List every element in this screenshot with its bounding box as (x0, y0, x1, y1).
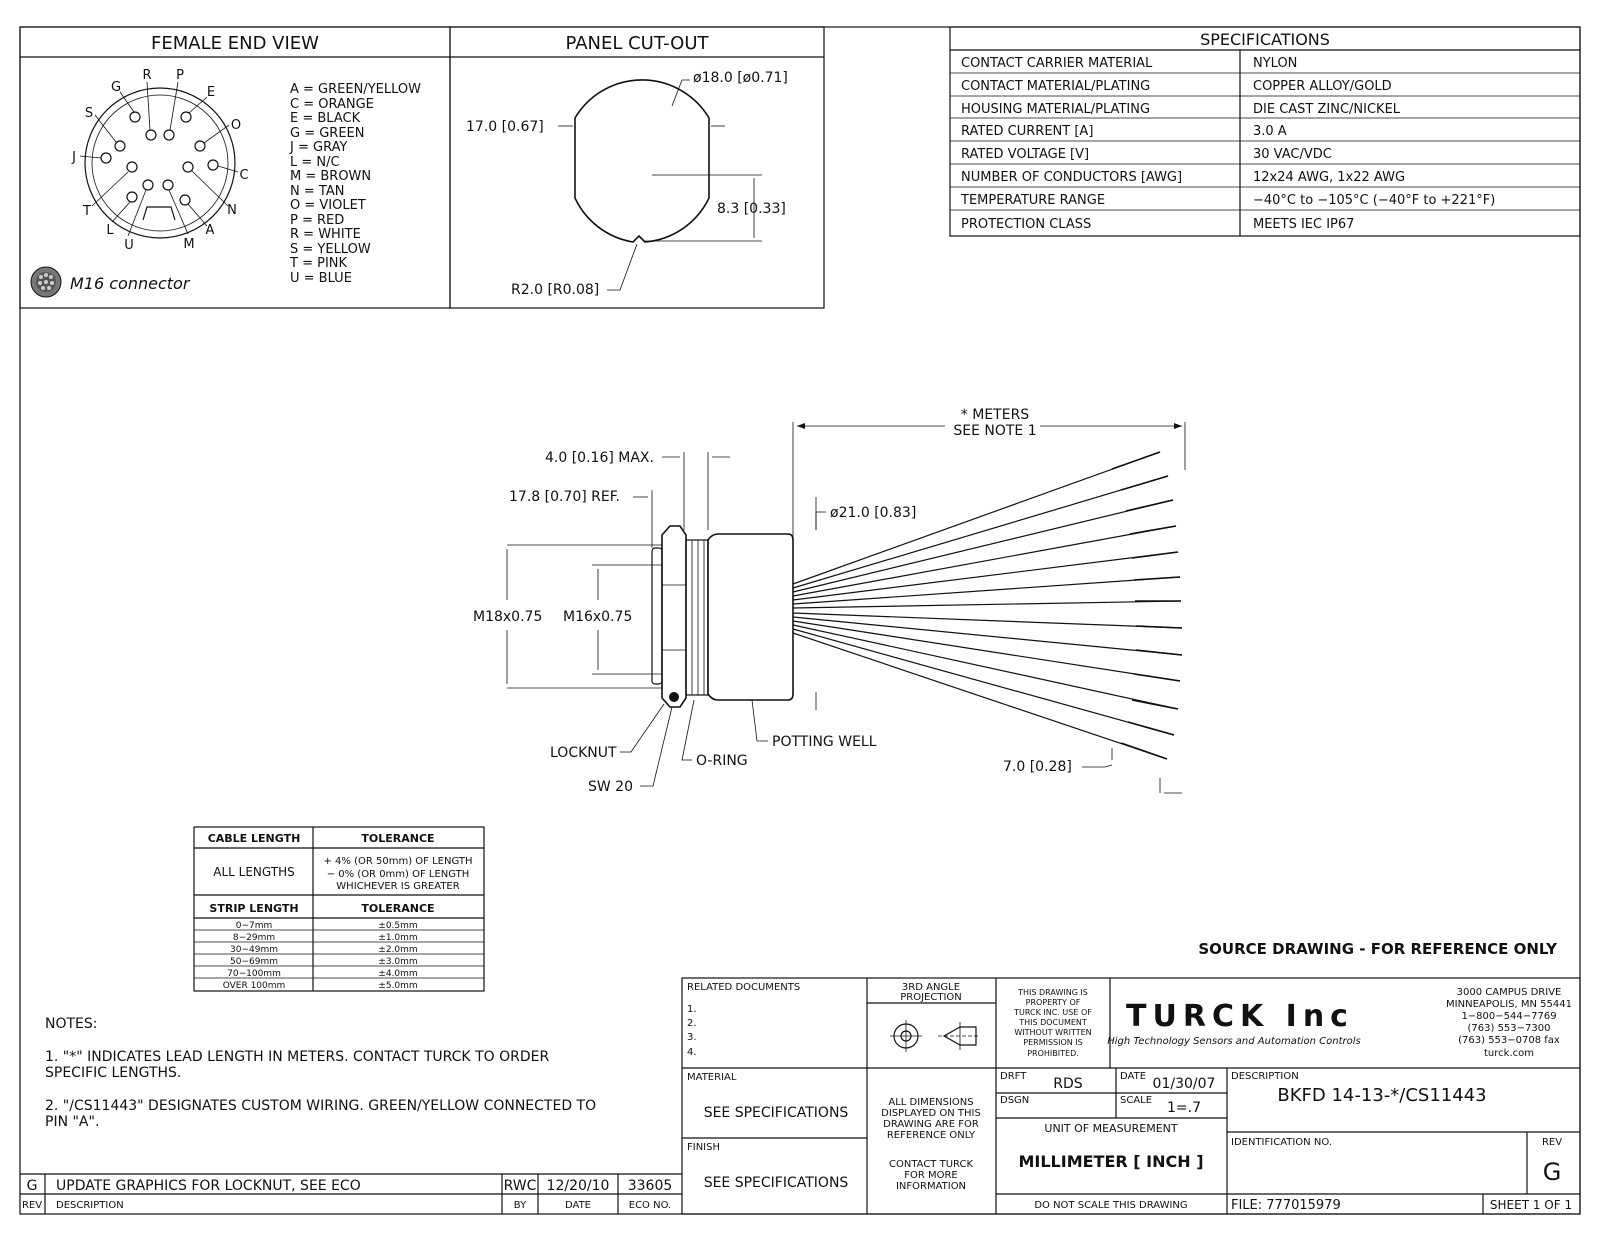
third-angle-projection-icon (890, 1020, 980, 1052)
all-dims-line: DISPLAYED ON THIS (881, 1108, 981, 1119)
all-dims-line: REFERENCE ONLY (886, 1130, 976, 1141)
spec-label: CONTACT CARRIER MATERIAL (961, 56, 1153, 71)
unit-value: MILLIMETER [ INCH ] (1018, 1152, 1204, 1171)
cutout-offset-dim: 8.3 [0.33] (717, 201, 786, 217)
cable-tolerance-table (194, 827, 484, 991)
address-line: 3000 CAMPUS DRIVE (1456, 987, 1562, 998)
pin-label: G (110, 80, 122, 95)
legend-item: C = ORANGE (290, 97, 374, 112)
legend-item: U = BLUE (290, 271, 352, 286)
projection-line: 3RD ANGLE (901, 982, 961, 993)
oring-label: O-RING (696, 753, 748, 769)
pin-label: E (206, 85, 216, 100)
note-2-line-1: 2. "/CS11443" DESIGNATES CUSTOM WIRING. GREEN/YELLOW CONNECTED TO (45, 1098, 597, 1114)
property-line: THIS DOCUMENT (1019, 1018, 1087, 1027)
spec-label: CONTACT MATERIAL/PLATING (961, 79, 1151, 94)
note-1-line-2: SPECIFIC LENGTHS. (45, 1065, 182, 1081)
tolerance-line: − 0% (OR 0mm) OF LENGTH (326, 869, 470, 880)
description-header: DESCRIPTION (56, 1200, 124, 1211)
eco-header: ECO NO. (628, 1200, 672, 1211)
strip-length-cell: 8−29mm (232, 933, 276, 943)
identification-label: IDENTIFICATION NO. (1231, 1137, 1332, 1148)
legend-item: R = WHITE (290, 227, 361, 242)
thread-inner-label: M16x0.75 (563, 609, 633, 625)
finish-label: FINISH (687, 1142, 720, 1153)
specs-title: SPECIFICATIONS (1200, 30, 1330, 49)
description-label: DESCRIPTION (1231, 1071, 1299, 1082)
company-logo: TURCK Inc (1126, 999, 1354, 1034)
rev-value: G (1542, 1158, 1562, 1186)
pin-label: P (176, 68, 184, 83)
potting-well-label: POTTING WELL (772, 734, 877, 750)
revision-block (20, 1174, 682, 1214)
pin-label: M (183, 237, 195, 252)
connector-label: M16 connector (70, 274, 190, 293)
property-line: TURCK INC. USE OF (1014, 1008, 1092, 1017)
thread-outer-label: M18x0.75 (473, 609, 543, 625)
finish-value: SEE SPECIFICATIONS (703, 1175, 849, 1191)
cutout-radius-dim: R2.0 [R0.08] (511, 282, 600, 298)
max-dim-label: 4.0 [0.16] MAX. (545, 450, 654, 466)
contact-line: INFORMATION (895, 1181, 967, 1192)
specifications-table (950, 27, 1580, 236)
strip-tolerance-cell: ±4.0mm (378, 969, 418, 979)
revision-date: 12/20/10 (546, 1178, 610, 1194)
revision-by: RWC (503, 1178, 537, 1194)
material-value: SEE SPECIFICATIONS (703, 1105, 849, 1121)
address-line: MINNEAPOLIS, MN 55441 (1446, 999, 1572, 1010)
legend-item: E = BLACK (290, 111, 361, 126)
property-line: WITHOUT WRITTEN (1014, 1028, 1092, 1037)
connector-side-view (473, 407, 1185, 795)
strip-length-header: STRIP LENGTH (209, 902, 299, 915)
address-line: (763) 553−7300 (1467, 1023, 1551, 1034)
source-drawing-note: SOURCE DRAWING - FOR REFERENCE ONLY (1198, 940, 1557, 958)
strip-tolerance-cell: ±5.0mm (378, 981, 418, 991)
sw-label: SW 20 (588, 779, 633, 795)
panel-cutout-panel (450, 27, 824, 308)
legend-item: J = GRAY (290, 140, 348, 155)
spec-value: −40°C to −105°C (−40°F to +221°F) (1253, 193, 1496, 208)
end-view-title: FEMALE END VIEW (151, 33, 319, 54)
pin-label: T (83, 204, 91, 219)
company-tagline: High Technology Sensors and Automation Controls (1107, 1036, 1361, 1047)
drafter-value: RDS (1053, 1076, 1083, 1092)
ref-dim-label: 17.8 [0.70] REF. (509, 489, 620, 505)
related-doc-num: 1. (687, 1004, 697, 1015)
date-label: DATE (1120, 1071, 1147, 1082)
revision-letter: G (26, 1178, 38, 1194)
spec-value: 12x24 AWG, 1x22 AWG (1253, 170, 1406, 185)
female-end-view-panel (20, 27, 450, 308)
spec-label: PROTECTION CLASS (961, 217, 1092, 232)
notes-section (45, 1016, 596, 1130)
strip-length-cell: 0−7mm (235, 921, 273, 931)
pin-label: L (106, 223, 114, 238)
rev-label: REV (1541, 1137, 1563, 1148)
tolerance-header: TOLERANCE (361, 832, 435, 845)
note-1-line-1: 1. "*" INDICATES LEAD LENGTH IN METERS. CONTACT TURCK TO ORDER (45, 1049, 550, 1065)
all-dims-line: DRAWING ARE FOR (883, 1119, 979, 1130)
legend-item: O = VIOLET (290, 198, 366, 213)
scale-label: SCALE (1120, 1095, 1153, 1106)
file-number: FILE: 777015979 (1231, 1198, 1341, 1213)
spec-label: NUMBER OF CONDUCTORS [AWG] (961, 170, 1183, 185)
title-block (682, 978, 1580, 1214)
cable-length-header: CABLE LENGTH (207, 832, 301, 845)
related-doc-num: 2. (687, 1018, 697, 1029)
revision-eco: 33605 (627, 1178, 673, 1194)
pin-label: J (72, 150, 76, 165)
spec-label: HOUSING MATERIAL/PLATING (961, 102, 1151, 117)
legend-item: L = N/C (290, 155, 340, 170)
spec-value: 3.0 A (1253, 124, 1287, 139)
address-line: turck.com (1484, 1048, 1534, 1059)
legend-item: A = GREEN/YELLOW (290, 82, 421, 97)
legend-item: G = GREEN (290, 126, 365, 141)
spec-value: DIE CAST ZINC/NICKEL (1253, 102, 1401, 117)
property-line: PERMISSION IS (1023, 1038, 1083, 1047)
strip-length-cell: 30−49mm (230, 945, 278, 955)
pin-label: R (142, 68, 152, 83)
rev-header: REV (21, 1200, 43, 1211)
strip-tolerance-cell: ±2.0mm (378, 945, 418, 955)
pin-label: S (84, 106, 94, 121)
property-line: PROHIBITED. (1027, 1049, 1079, 1058)
property-line: PROPERTY OF (1025, 998, 1081, 1007)
spec-label: TEMPERATURE RANGE (961, 193, 1106, 208)
related-doc-num: 3. (687, 1032, 697, 1043)
connector-face-diagram (71, 68, 248, 253)
address-line: (763) 553−0708 fax (1458, 1035, 1560, 1046)
designer-label: DSGN (1000, 1095, 1030, 1106)
strip-tolerance-cell: ±3.0mm (378, 957, 418, 967)
contact-line: CONTACT TURCK (888, 1159, 974, 1170)
drafter-label: DRFT (1000, 1071, 1027, 1082)
material-label: MATERIAL (687, 1072, 737, 1083)
contact-line: FOR MORE (904, 1170, 958, 1181)
related-docs-label: RELATED DOCUMENTS (687, 982, 801, 993)
strip-tolerance-cell: ±0.5mm (378, 921, 418, 931)
spec-value: NYLON (1253, 56, 1298, 71)
spec-value: COPPER ALLOY/GOLD (1253, 79, 1392, 94)
legend-item: S = YELLOW (290, 242, 371, 257)
strip-length-cell: 50−69mm (230, 957, 278, 967)
projection-line: PROJECTION (900, 992, 962, 1003)
pin-label: N (227, 203, 237, 218)
property-line: THIS DRAWING IS (1018, 988, 1088, 997)
all-dims-line: ALL DIMENSIONS (888, 1097, 974, 1108)
diameter-dim-label: ø21.0 [0.83] (830, 505, 917, 521)
pin-label: O (230, 118, 242, 133)
unit-label: UNIT OF MEASUREMENT (1044, 1122, 1178, 1135)
legend-item: T = PINK (290, 256, 348, 271)
locknut-label: LOCKNUT (550, 745, 617, 761)
spec-label: RATED VOLTAGE [V] (961, 147, 1090, 162)
spec-value: MEETS IEC IP67 (1253, 217, 1355, 232)
strip-length-cell: 70−100mm (227, 969, 281, 979)
strip-tolerance-header: TOLERANCE (361, 902, 435, 915)
pin-label: U (124, 238, 134, 253)
legend-item: N = TAN (290, 184, 345, 199)
panel-cutout-title: PANEL CUT-OUT (565, 33, 709, 54)
pin-color-legend (289, 82, 421, 286)
all-lengths-cell: ALL LENGTHS (213, 865, 295, 879)
tolerance-line: + 4% (OR 50mm) OF LENGTH (323, 856, 473, 867)
revision-description: UPDATE GRAPHICS FOR LOCKNUT, SEE ECO (56, 1178, 361, 1194)
pin-label: C (239, 168, 249, 183)
part-description: BKFD 14-13-*/CS11443 (1277, 1085, 1487, 1106)
by-header: BY (513, 1200, 527, 1211)
meters-label: * METERS (960, 407, 1030, 423)
spec-value: 30 VAC/VDC (1253, 147, 1332, 162)
address-line: 1−800−544−7769 (1461, 1011, 1557, 1022)
date-value: 01/30/07 (1152, 1076, 1216, 1092)
strip-length-cell: OVER 100mm (222, 981, 286, 991)
sheet-number: SHEET 1 OF 1 (1489, 1198, 1573, 1212)
legend-item: P = RED (290, 213, 345, 228)
strip-dim-label: 7.0 [0.28] (1003, 759, 1072, 775)
legend-item: M = BROWN (290, 169, 372, 184)
m16-connector-icon (31, 267, 61, 297)
tolerance-line: WHICHEVER IS GREATER (336, 881, 460, 892)
see-note-label: SEE NOTE 1 (953, 423, 1037, 439)
strip-tolerance-cell: ±1.0mm (378, 933, 418, 943)
related-doc-num: 4. (687, 1047, 697, 1058)
spec-label: RATED CURRENT [A] (961, 124, 1094, 139)
do-not-scale: DO NOT SCALE THIS DRAWING (1034, 1200, 1188, 1211)
scale-value: 1=.7 (1167, 1100, 1201, 1116)
cutout-flat-dim: 17.0 [0.67] (466, 119, 544, 135)
note-2-line-2: PIN "A". (45, 1114, 100, 1130)
wire-leads (793, 452, 1182, 759)
cutout-diameter-dim: ø18.0 [ø0.71] (693, 70, 788, 86)
notes-title: NOTES: (45, 1016, 98, 1032)
date-header: DATE (564, 1200, 592, 1211)
pin-label: A (205, 223, 215, 238)
